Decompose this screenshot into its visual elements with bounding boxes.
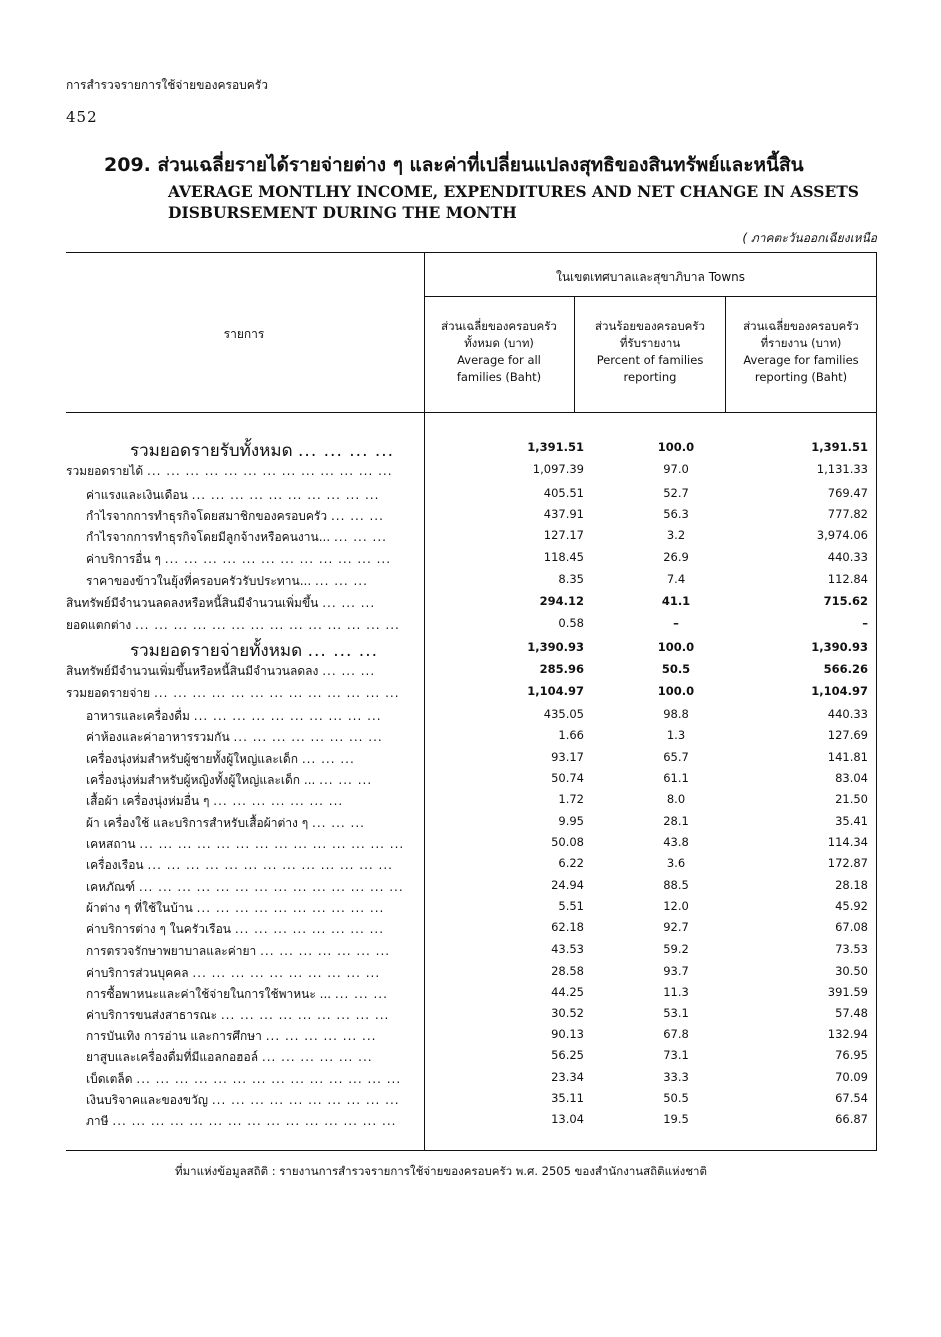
cell-percent-reporting: 19.5 (663, 1112, 689, 1126)
cell-percent-reporting: 12.0 (663, 899, 689, 913)
cell-average-all: 43.53 (551, 942, 584, 956)
cell-average-all: 62.18 (551, 920, 584, 934)
row-label: เสื้อผ้า เครื่องนุ่งห่มอื่น ๆ (86, 794, 210, 808)
row-label: การบันเทิง การอ่าน และการศึกษา (86, 1029, 262, 1043)
leader-dots: ... ... ... ... ... ... ... ... ... ... ... ... ... ... (138, 880, 404, 894)
row-label: เคหสถาน (86, 837, 136, 851)
row-label: รวมยอดรายจ่าย (66, 686, 151, 700)
column-header-thai: ส่วนเฉลี่ยของครอบครัว (743, 319, 859, 333)
cell-percent-reporting: 93.7 (663, 964, 689, 978)
row-label: เครื่องนุ่งห่มสำหรับผู้ชายทั้งผู้ใหญ่และเด็ก (86, 752, 298, 766)
cell-average-reporting: 715.62 (823, 594, 868, 608)
leader-dots: ... ... ... ... (298, 441, 395, 461)
column-header-1 (424, 318, 574, 386)
leader-dots: ... ... ... ... ... ... ... ... ... ... (191, 488, 380, 502)
table-row (66, 964, 877, 984)
leader-dots: ... ... ... ... ... ... ... ... ... ... (211, 1093, 400, 1107)
row-label: กำไรจากการทำธุรกิจโดยมีลูกจ้างหรือคนงาน... (86, 530, 331, 544)
cell-average-all: 127.17 (543, 528, 584, 542)
cell-percent-reporting: 98.8 (663, 707, 689, 721)
table-row (66, 572, 877, 592)
column-header-english: families (Baht) (456, 370, 542, 384)
row-label: สินทรัพย์มีจำนวนลดลงหรือหนี้สินมีจำนวนเพิ่มขึ้น (66, 596, 319, 610)
leader-dots: ... ... ... (330, 509, 384, 523)
region-label: ( ภาคตะวันออกเฉียงเหนือ (742, 231, 877, 245)
cell-average-reporting: 57.48 (835, 1006, 868, 1020)
cell-average-reporting: 70.09 (835, 1070, 868, 1084)
leader-dots: ... ... ... ... ... ... ... ... ... ... ... ... ... ... ... (112, 1114, 397, 1128)
page-number: 452 (66, 108, 98, 126)
cell-average-all: 30.52 (551, 1006, 584, 1020)
cell-average-all: 24.94 (551, 878, 584, 892)
cell-percent-reporting: 73.1 (663, 1048, 689, 1062)
cell-average-reporting: 777.82 (827, 507, 868, 521)
cell-percent-reporting: 28.1 (663, 814, 689, 828)
cell-average-all: 118.45 (543, 550, 584, 564)
cell-average-reporting: 67.54 (835, 1091, 868, 1105)
table-row (66, 792, 877, 812)
cell-average-all: 35.11 (551, 1091, 584, 1105)
column-header-2 (575, 318, 725, 386)
cell-average-all: 1.66 (558, 728, 584, 742)
cell-average-reporting: 172.87 (827, 856, 868, 870)
cell-percent-reporting: – (673, 616, 679, 630)
column-header-thai: ส่วนเฉลี่ยของครอบครัว (441, 319, 557, 333)
cell-average-reporting: 566.26 (823, 662, 868, 676)
cell-percent-reporting: 3.6 (666, 856, 686, 870)
cell-average-all: 9.95 (558, 814, 584, 828)
table-bottom-rule (66, 1150, 877, 1151)
row-label: เงินบริจาคและของขวัญ (86, 1093, 208, 1107)
cell-percent-reporting: 100.0 (657, 684, 695, 698)
survey-title: การสำรวจรายการใช้จ่ายของครอบครัว (66, 78, 268, 92)
leader-dots: ... ... ... (334, 987, 388, 1001)
cell-average-all: 13.04 (551, 1112, 584, 1126)
row-label: ผ้า เครื่องใช้ และบริการสำหรับเสื้อผ้าต่าง ๆ (86, 816, 309, 830)
cell-percent-reporting: 50.5 (663, 1091, 689, 1105)
cell-average-reporting: 1,104.97 (811, 684, 868, 698)
table-row (66, 616, 877, 636)
table-row-total-receipts (66, 440, 877, 460)
table-row (66, 550, 877, 570)
area-heading: ในเขตเทศบาลและสุขาภิบาล Towns (555, 270, 746, 284)
cell-average-all: 5.51 (558, 899, 584, 913)
cell-average-all: 0.58 (558, 616, 584, 630)
cell-average-all: 93.17 (551, 750, 584, 764)
table-row (66, 662, 877, 682)
table-title-thai: 209. ส่วนเฉลี่ยรายได้รายจ่ายต่าง ๆ และค่าที่เปลี่ยนแปลงสุทธิของสินทรัพย์และหนี้สิน (104, 154, 804, 176)
table-row (66, 771, 877, 791)
row-label: รวมยอดรายจ่ายทั้งหมด (130, 641, 303, 661)
table-row (66, 835, 877, 855)
cell-percent-reporting: 50.5 (661, 662, 691, 676)
cell-percent-reporting: 3.2 (666, 528, 686, 542)
table-row (66, 750, 877, 770)
cell-percent-reporting: 52.7 (663, 486, 689, 500)
leader-dots: ... ... ... ... ... ... ... ... ... ... (193, 709, 382, 723)
leader-dots: ... ... ... ... ... ... ... ... ... ... ... ... (164, 552, 392, 566)
leader-dots: ... ... ... (307, 641, 379, 661)
cell-percent-reporting: 11.3 (663, 985, 689, 999)
column-header-thai: ส่วนร้อยของครอบครัว (595, 319, 705, 333)
row-label: การซื้อพาหนะและค่าใช้จ่ายในการใช้พาหนะ ... (86, 987, 332, 1001)
row-label: ยอดแตกต่าง (66, 618, 132, 632)
cell-percent-reporting: 8.0 (666, 792, 686, 806)
cell-average-reporting: 66.87 (835, 1112, 868, 1126)
column-header-thai: ทั้งหมด (บาท) (464, 336, 534, 350)
column-header-3 (726, 318, 876, 386)
row-label: ค่าบริการอื่น ๆ (86, 552, 161, 566)
cell-percent-reporting: 7.4 (666, 572, 686, 586)
cell-average-all: 1,097.39 (532, 462, 584, 476)
cell-percent-reporting: 53.1 (663, 1006, 689, 1020)
cell-percent-reporting: 56.3 (663, 507, 689, 521)
cell-average-all: 435.05 (543, 707, 584, 721)
table-row (66, 507, 877, 527)
cell-percent-reporting: 88.5 (663, 878, 689, 892)
row-label: ผ้าต่าง ๆ ที่ใช้ในบ้าน (86, 901, 193, 915)
row-label: รวมยอดรายได้ (66, 464, 144, 478)
source-note: ที่มาแห่งข้อมูลสถิติ : รายงานการสำรวจรายการใช้จ่ายของครอบครัว พ.ศ. 2505 ของสำนักงานสถิติแห่งชาติ (175, 1164, 707, 1178)
cell-average-all: 1,104.97 (527, 684, 584, 698)
leader-dots: ... ... ... ... ... ... ... ... ... ... ... ... ... ... (136, 1072, 402, 1086)
table-row (66, 920, 877, 940)
cell-average-reporting: 132.94 (827, 1027, 868, 1041)
table-row (66, 1070, 877, 1090)
table-row (66, 899, 877, 919)
table-row (66, 707, 877, 727)
cell-average-all: 50.08 (551, 835, 584, 849)
cell-average-reporting: 3,974.06 (816, 528, 868, 542)
cell-average-reporting: 114.34 (827, 835, 868, 849)
column-header-thai: ที่รายงาน (บาท) (760, 336, 842, 350)
table-row (66, 1006, 877, 1026)
leader-dots: ... ... ... (322, 664, 376, 678)
cell-average-reporting: 1,391.51 (811, 440, 868, 454)
cell-average-reporting: 440.33 (827, 707, 868, 721)
column-header-english: reporting (623, 370, 677, 384)
leader-dots: ... ... ... (314, 574, 368, 588)
leader-dots: ... ... ... ... ... ... ... ... (233, 730, 383, 744)
cell-average-reporting: 28.18 (835, 878, 868, 892)
table-row (66, 528, 877, 548)
cell-percent-reporting: 97.0 (663, 462, 689, 476)
leader-dots: ... ... ... ... ... ... ... ... ... ... ... ... ... ... (139, 837, 405, 851)
cell-average-reporting: 45.92 (835, 899, 868, 913)
column-header-thai: ที่รับรายงาน (619, 336, 681, 350)
leader-dots: ... ... ... ... ... ... ... ... ... ... ... ... ... (153, 686, 400, 700)
cell-average-reporting: 391.59 (827, 985, 868, 999)
cell-average-all: 437.91 (543, 507, 584, 521)
table-row (66, 486, 877, 506)
leader-dots: ... ... ... (333, 530, 387, 544)
cell-average-reporting: 1,390.93 (811, 640, 868, 654)
cell-average-all: 28.58 (551, 964, 584, 978)
cell-average-reporting: 112.84 (827, 572, 868, 586)
row-label: ภาษี (86, 1114, 109, 1128)
cell-average-reporting: 769.47 (827, 486, 868, 500)
leader-dots: ... ... ... ... ... ... ... (260, 944, 391, 958)
cell-average-reporting: 127.69 (827, 728, 868, 742)
cell-average-all: 23.34 (551, 1070, 584, 1084)
cell-average-all: 1,391.51 (527, 440, 584, 454)
table-row (66, 1112, 877, 1132)
cell-average-reporting: 21.50 (835, 792, 868, 806)
area-heading-rule (424, 296, 877, 297)
leader-dots: ... ... ... ... ... ... ... ... ... (220, 1008, 390, 1022)
cell-percent-reporting: 61.1 (663, 771, 689, 785)
table-row (66, 684, 877, 704)
leader-dots: ... ... ... ... ... ... ... ... ... ... (192, 966, 381, 980)
cell-average-reporting: 73.53 (835, 942, 868, 956)
cell-average-reporting: 1,131.33 (816, 462, 868, 476)
cell-percent-reporting: 1.3 (666, 728, 686, 742)
table-row (66, 878, 877, 898)
column-header-english: reporting (Baht) (754, 370, 848, 384)
leader-dots: ... ... ... ... ... ... ... ... ... ... (196, 901, 385, 915)
row-label: การตรวจรักษาพยาบาลและค่ายา (86, 944, 257, 958)
row-label: ยาสูบและเครื่องดื่มที่มีแอลกอฮอล์ (86, 1050, 259, 1064)
cell-percent-reporting: 41.1 (661, 594, 691, 608)
cell-average-reporting: – (862, 616, 868, 630)
table-row (66, 594, 877, 614)
cell-average-reporting: 67.08 (835, 920, 868, 934)
cell-average-reporting: 141.81 (827, 750, 868, 764)
row-label: อาหารและเครื่องดื่ม (86, 709, 190, 723)
cell-average-all: 285.96 (539, 662, 584, 676)
cell-percent-reporting: 100.0 (657, 440, 695, 454)
table-row (66, 1091, 877, 1111)
leader-dots: ... ... ... ... ... ... ... ... (234, 922, 385, 936)
cell-average-reporting: 76.95 (835, 1048, 868, 1062)
row-label: ค่าแรงและเงินเดือน (86, 488, 188, 502)
row-label: กำไรจากการทำธุรกิจโดยสมาชิกของครอบครัว (86, 509, 328, 523)
cell-average-all: 1.72 (558, 792, 584, 806)
column-header-english: Percent of families (596, 353, 704, 367)
leader-dots: ... ... ... (319, 773, 373, 787)
row-label: สินทรัพย์มีจำนวนเพิ่มขึ้นหรือหนี้สินมีจำนวนลดลง (66, 664, 319, 678)
cell-average-reporting: 30.50 (835, 964, 868, 978)
leader-dots: ... ... ... ... ... ... ... ... ... ... ... ... ... (147, 464, 393, 478)
cell-average-reporting: 440.33 (827, 550, 868, 564)
row-label: เครื่องเรือน (86, 858, 144, 872)
row-label: ค่าบริการขนส่งสาธารณะ (86, 1008, 218, 1022)
table-row (66, 1027, 877, 1047)
cell-percent-reporting: 59.2 (663, 942, 689, 956)
cell-percent-reporting: 92.7 (663, 920, 689, 934)
table-row (66, 985, 877, 1005)
row-heading: รายการ (223, 327, 265, 341)
leader-dots: ... ... ... ... ... ... (261, 1050, 373, 1064)
leader-dots: ... ... ... (301, 752, 355, 766)
row-label: เบ็ดเตล็ด (86, 1072, 133, 1086)
cell-average-all: 50.74 (551, 771, 584, 785)
row-label: รวมยอดรายรับทั้งหมด (130, 441, 293, 461)
cell-percent-reporting: 67.8 (663, 1027, 689, 1041)
row-label: ราคาของข้าวในยุ้งที่ครอบครัวรับประทาน... (86, 574, 312, 588)
leader-dots: ... ... ... ... ... ... ... (213, 794, 344, 808)
leader-dots: ... ... ... (322, 596, 376, 610)
table-title-english: AVERAGE MONTLHY INCOME, EXPENDITURES AND NET CHANGE IN ASSETS DISBURSEMENT DURING THE MONTH (168, 182, 859, 222)
cell-average-all: 44.25 (551, 985, 584, 999)
row-label: เคหภัณฑ์ (86, 880, 136, 894)
cell-average-all: 6.22 (558, 856, 584, 870)
cell-percent-reporting: 65.7 (663, 750, 689, 764)
cell-average-all: 294.12 (539, 594, 584, 608)
cell-percent-reporting: 100.0 (657, 640, 695, 654)
header-bottom-rule (66, 412, 877, 413)
leader-dots: ... ... ... ... ... ... ... ... ... ... ... ... ... (147, 858, 393, 872)
cell-average-all: 56.25 (551, 1048, 584, 1062)
leader-dots: ... ... ... ... ... ... ... ... ... ... ... ... ... ... (135, 618, 400, 632)
cell-average-all: 8.35 (558, 572, 584, 586)
table-row (66, 1048, 877, 1068)
table-row (66, 814, 877, 834)
cell-percent-reporting: 43.8 (663, 835, 689, 849)
cell-average-all: 405.51 (543, 486, 584, 500)
table-row (66, 462, 877, 482)
cell-average-reporting: 83.04 (835, 771, 868, 785)
table-row-total-disbursements (66, 640, 877, 660)
row-label: ค่าห้องและค่าอาหารรวมกัน (86, 730, 230, 744)
table-row (66, 856, 877, 876)
table-top-rule (66, 252, 877, 253)
cell-average-reporting: 35.41 (835, 814, 868, 828)
row-label: ค่าบริการต่าง ๆ ในครัวเรือน (86, 922, 231, 936)
column-header-english: Average for families (743, 353, 859, 367)
cell-average-all: 1,390.93 (527, 640, 584, 654)
cell-percent-reporting: 33.3 (663, 1070, 689, 1084)
leader-dots: ... ... ... (312, 816, 365, 830)
cell-average-all: 90.13 (551, 1027, 584, 1041)
column-header-english: Average for all (457, 353, 541, 367)
row-label: ค่าบริการส่วนบุคคล (86, 966, 189, 980)
table-row (66, 728, 877, 748)
cell-percent-reporting: 26.9 (663, 550, 689, 564)
table-row (66, 942, 877, 962)
row-label: เครื่องนุ่งห่มสำหรับผู้หญิงทั้งผู้ใหญ่และเด็ก ... (86, 773, 316, 787)
leader-dots: ... ... ... ... ... ... (265, 1029, 377, 1043)
